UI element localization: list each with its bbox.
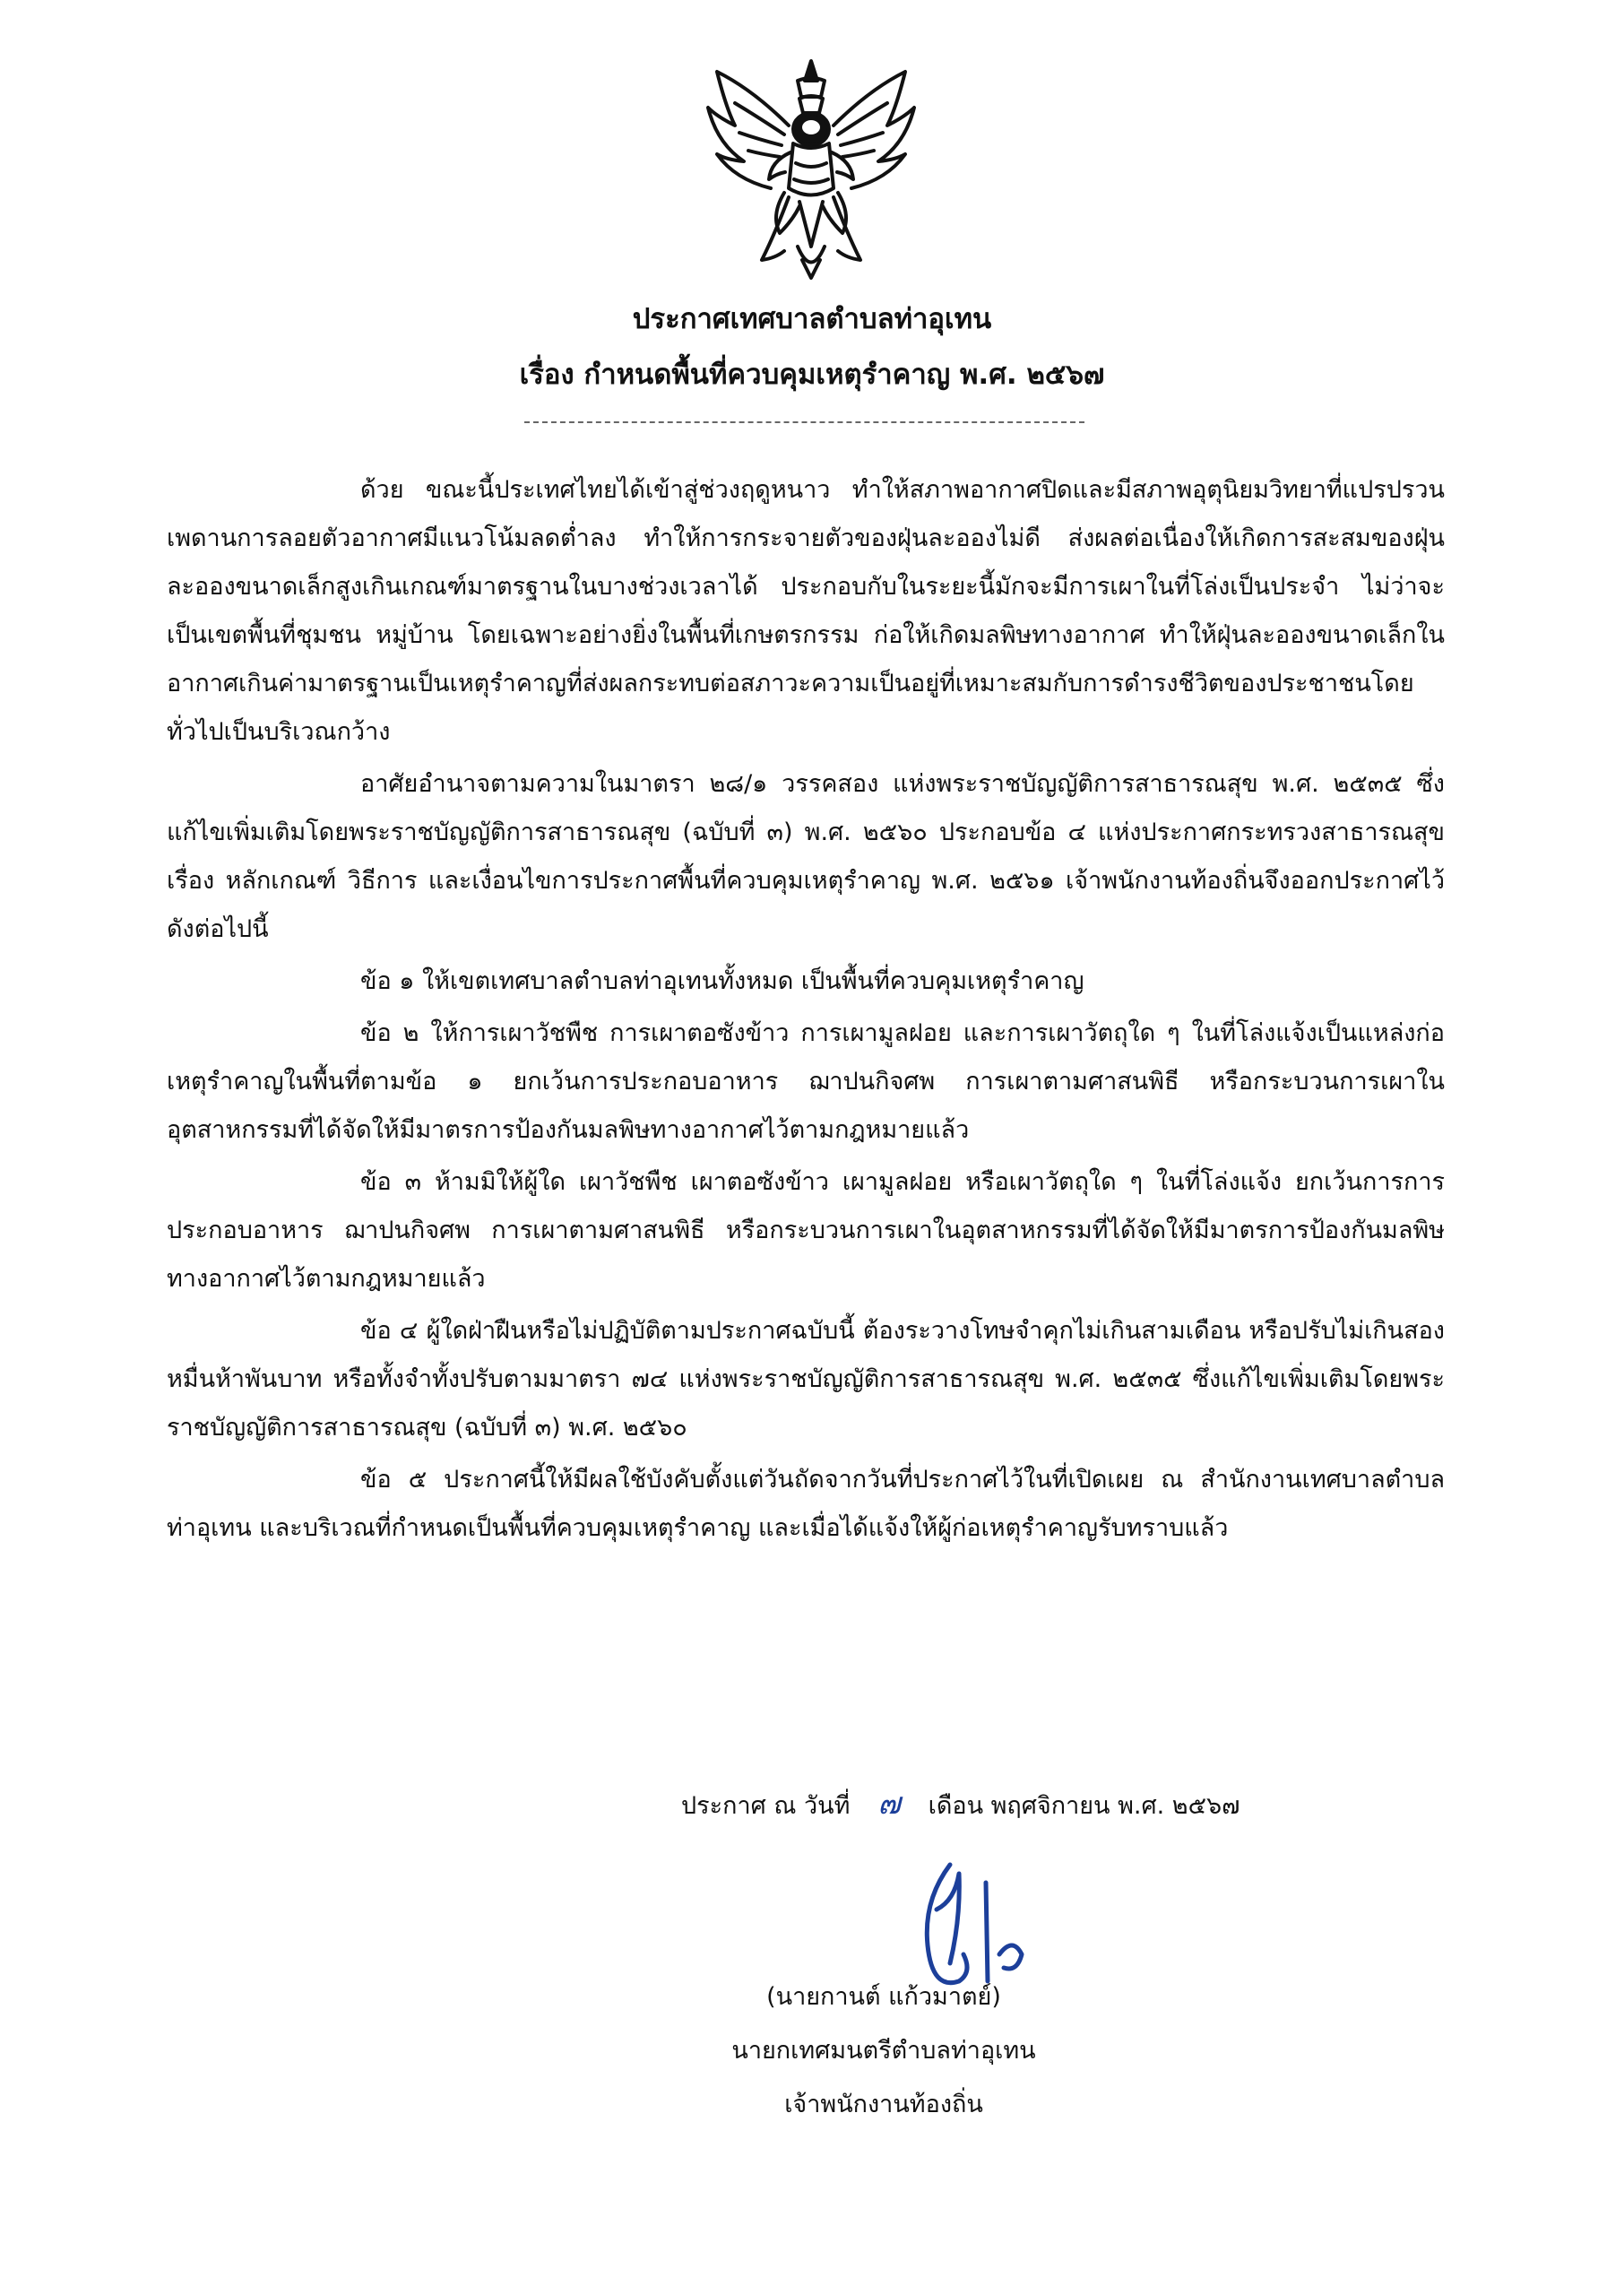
announcement-title: ประกาศเทศบาลตำบลท่าอุเทน <box>632 303 992 335</box>
date-day: ๗ <box>877 1786 901 1822</box>
signer-role: เจ้าพนักงานท้องถิ่น <box>784 2091 983 2118</box>
clause-1: ข้อ ๑ ให้เขตเทศบาลตำบลท่าอุเทนทั้งหมด เป็นพื้นที่ควบคุมเหตุรำคาญ <box>360 967 1084 995</box>
announcement-date <box>681 1779 1240 1827</box>
garuda-emblem-icon <box>699 54 923 287</box>
clause-5: ข้อ ๕ ประกาศนี้ให้มีผลใช้บังคับตั้งแต่วันถัดจากวันที่ประกาศไว้ในที่เปิดเผย ณ สำนักงานเทศบาลตำบลท่าอุเทน และบริเวณที่กำหนดเป็นพื้นที่ควบคุมเหตุรำคาญ และเมื่อได้แจ้งให้ผู้ก่อเหตุรำคาญรับทราบแล้ว <box>167 1466 1445 1542</box>
signer-name: (นายกานต์ แก้วมาตย์) <box>766 1983 1001 2011</box>
title-divider <box>524 421 1084 423</box>
preamble-paragraph: ด้วย ขณะนี้ประเทศไทยได้เข้าสู่ช่วงฤดูหนาว ทำให้สภาพอากาศปิดและมีสภาพอุตุนิยมวิทยาที่แปรปรวน เพดานการลอยตัวอากาศมีแนวโน้มลดต่ำลง ทำให้การกระจายตัวของฝุ่นละอองไม่ดี ส่งผลต่อเนื่องให้เกิดการสะสมของฝุ่นละอองขนาดเล็กสูงเกินเกณฑ์มาตรฐานในบางช่วงเวลาได้ ประกอบกับในระยะนี้มักจะมีการเผาในที่โล่งเป็นประจำ ไม่ว่าจะเป็นเขตพื้นที่ชุมชน หมู่บ้าน โดยเฉพาะอย่างยิ่งในพื้นที่เกษตรกรรม ก่อให้เกิดมลพิษทางอากาศ ทำให้ฝุ่นละอองขนาดเล็กในอากาศเกินค่ามาตรฐานเป็นเหตุรำคาญที่ส่งผลกระทบต่อสภาวะความเป็นอยู่ที่เหมาะสมกับการดำรงชีวิตของประชาชนโดยทั่วไปเป็นบริเวณกว้าง <box>167 476 1445 746</box>
clause-2: ข้อ ๒ ให้การเผาวัชพืช การเผาตอซังข้าว การเผามูลฝอย และการเผาวัตถุใด ๆ ในที่โล่งแจ้งเป็นแหล่งก่อเหตุรำคาญในพื้นที่ตามข้อ ๑ ยกเว้นการประกอบอาหาร ฌาปนกิจศพ การเผาตามศาสนพิธี หรือกระบวนการเผาในอุตสาหกรรมที่ได้จัดให้มีมาตรการป้องกันมลพิษทางอากาศไว้ตามกฎหมายแล้ว <box>167 1019 1445 1144</box>
clause-4: ข้อ ๔ ผู้ใดฝ่าฝืนหรือไม่ปฏิบัติตามประกาศฉบับนี้ ต้องระวางโทษจำคุกไม่เกินสามเดือน หรือปรับไม่เกินสองหมื่นห้าพันบาท หรือทั้งจำทั้งปรับตามมาตรา ๗๔ แห่งพระราชบัญญัติการสาธารณสุข พ.ศ. ๒๕๓๕ ซึ่งแก้ไขเพิ่มเติมโดยพระราชบัญญัติการสาธารณสุข (ฉบับที่ ๓) พ.ศ. ๒๕๖๐ <box>167 1317 1445 1442</box>
clause-3: ข้อ ๓ ห้ามมิให้ผู้ใด เผาวัชพืช เผาตอซังข้าว เผามูลฝอย หรือเผาวัตถุใด ๆ ในที่โล่งแจ้ง ยกเว้นการการประกอบอาหาร ฌาปนกิจศพ การเผาตามศาสนพิธี หรือกระบวนการเผาในอุตสาหกรรมที่ได้จัดให้มีมาตรการป้องกันมลพิษทางอากาศไว้ตามกฎหมายแล้ว <box>167 1168 1445 1293</box>
document-body <box>167 466 1445 1556</box>
date-suffix: เดือน พฤศจิกายน พ.ศ. ๒๕๖๗ <box>928 1792 1240 1820</box>
authority-paragraph: อาศัยอำนาจตามความในมาตรา ๒๘/๑ วรรคสอง แห่งพระราชบัญญัติการสาธารณสุข พ.ศ. ๒๕๓๕ ซึ่งแก้ไขเพิ่มเติมโดยพระราชบัญญัติการสาธารณสุข (ฉบับที่ ๓) พ.ศ. ๒๕๖๐ ประกอบข้อ ๔ แห่งประกาศกระทรวงสาธารณสุข เรื่อง หลักเกณฑ์ วิธีการ และเงื่อนไขการประกาศพื้นที่ควบคุมเหตุรำคาญ พ.ศ. ๒๕๖๑ เจ้าพนักงานท้องถิ่นจึงออกประกาศไว้ ดังต่อไปนี้ <box>167 770 1445 943</box>
signer-position: นายกเทศมนตรีตำบลท่าอุเทน <box>731 2037 1036 2065</box>
announcement-subject: เรื่อง กำหนดพื้นที่ควบคุมเหตุรำคาญ พ.ศ. ๒๕๖๗ <box>519 359 1105 391</box>
date-prefix: ประกาศ ณ วันที่ <box>681 1792 851 1820</box>
